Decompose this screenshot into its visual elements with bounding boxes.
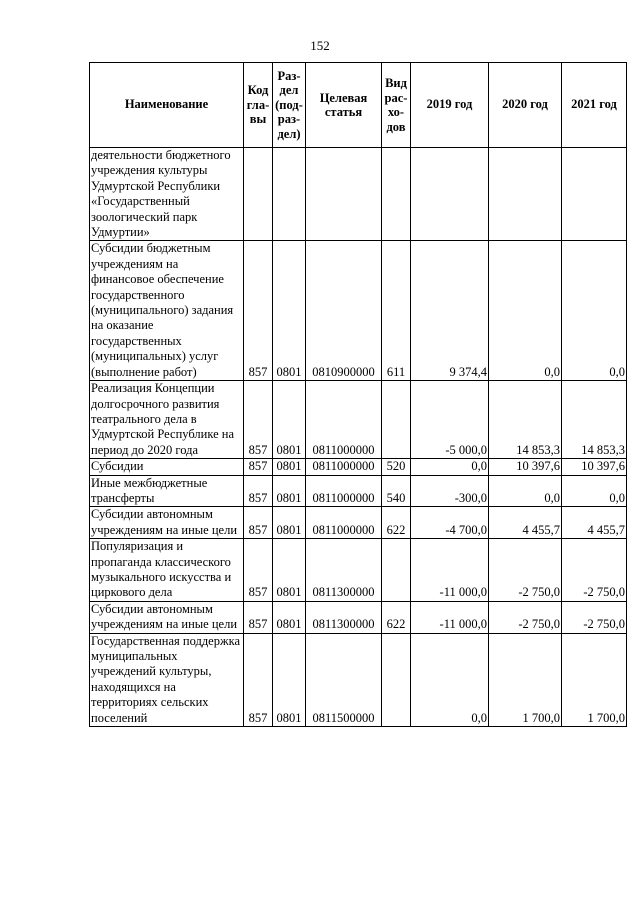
row-2019: -300,0 xyxy=(411,475,489,507)
row-name: Иные межбюджетные трансферты xyxy=(90,475,244,507)
row-target: 0811300000 xyxy=(306,539,382,602)
table-header-row xyxy=(90,63,627,148)
row-kind xyxy=(382,539,411,602)
row-2020: -2 750,0 xyxy=(489,539,562,602)
row-code: 857 xyxy=(244,241,273,381)
row-name: Субсидии автономным учреждениям на иные цели xyxy=(90,507,244,539)
row-name: Популяризация и пропаганда классического музыкального искусства и циркового дела xyxy=(90,539,244,602)
row-2019: 9 374,4 xyxy=(411,241,489,381)
row-section: 0801 xyxy=(273,381,306,459)
row-name: Субсидии xyxy=(90,459,244,475)
page-number: 152 xyxy=(310,38,330,53)
row-target xyxy=(306,148,382,241)
row-2021: -2 750,0 xyxy=(562,601,627,633)
row-name: Реализация Концепции долгосрочного развития театрального дела в Удмуртской Республике на период до 2020 года xyxy=(90,381,244,459)
row-section: 0801 xyxy=(273,633,306,726)
row-name: Субсидии бюджетным учреждениям на финансовое обеспечение государственного (муниципального) задания на оказание государственных (муниципальных) услуг (выполнение работ) xyxy=(90,241,244,381)
row-2020: 0,0 xyxy=(489,241,562,381)
row-section: 0801 xyxy=(273,539,306,602)
row-2021: 10 397,6 xyxy=(562,459,627,475)
row-2019: -5 000,0 xyxy=(411,381,489,459)
row-2019: 0,0 xyxy=(411,459,489,475)
row-2019 xyxy=(411,148,489,241)
row-kind: 540 xyxy=(382,475,411,507)
row-2019: -4 700,0 xyxy=(411,507,489,539)
row-code xyxy=(244,148,273,241)
row-2020: 4 455,7 xyxy=(489,507,562,539)
row-2019: -11 000,0 xyxy=(411,539,489,602)
table-row xyxy=(90,539,627,602)
row-code: 857 xyxy=(244,507,273,539)
row-2021: 4 455,7 xyxy=(562,507,627,539)
row-target: 0811500000 xyxy=(306,633,382,726)
row-code: 857 xyxy=(244,381,273,459)
table-row xyxy=(90,148,627,241)
row-2021: 0,0 xyxy=(562,475,627,507)
row-section: 0801 xyxy=(273,507,306,539)
row-kind: 611 xyxy=(382,241,411,381)
row-target: 0810900000 xyxy=(306,241,382,381)
row-2021: 1 700,0 xyxy=(562,633,627,726)
row-code: 857 xyxy=(244,459,273,475)
table-row xyxy=(90,381,627,459)
row-section: 0801 xyxy=(273,241,306,381)
row-section xyxy=(273,148,306,241)
header-name: Наименование xyxy=(90,63,244,148)
row-code: 857 xyxy=(244,539,273,602)
row-2021: 14 853,3 xyxy=(562,381,627,459)
table-row xyxy=(90,633,627,726)
header-2019: 2019 год xyxy=(411,63,489,148)
row-section: 0801 xyxy=(273,601,306,633)
row-2020: 10 397,6 xyxy=(489,459,562,475)
header-2020: 2020 год xyxy=(489,63,562,148)
row-target: 0811300000 xyxy=(306,601,382,633)
budget-table xyxy=(89,62,627,727)
row-target: 0811000000 xyxy=(306,381,382,459)
row-target: 0811000000 xyxy=(306,475,382,507)
table-row xyxy=(90,475,627,507)
row-2019: 0,0 xyxy=(411,633,489,726)
row-section: 0801 xyxy=(273,475,306,507)
table-row xyxy=(90,507,627,539)
header-2021: 2021 год xyxy=(562,63,627,148)
row-name: Государственная поддержка муниципальных учреждений культуры, находящихся на территориях сельских поселений xyxy=(90,633,244,726)
header-code: Код гла- вы xyxy=(244,63,273,148)
row-2021: 0,0 xyxy=(562,241,627,381)
row-target: 0811000000 xyxy=(306,459,382,475)
row-target: 0811000000 xyxy=(306,507,382,539)
header-kind: Вид рас- хо- дов xyxy=(382,63,411,148)
row-section: 0801 xyxy=(273,459,306,475)
row-kind xyxy=(382,381,411,459)
row-name: деятельности бюджетного учреждения культуры Удмуртской Республики «Государственный зоологический парк Удмуртии» xyxy=(90,148,244,241)
row-kind xyxy=(382,148,411,241)
table-row xyxy=(90,459,627,475)
row-2020: 1 700,0 xyxy=(489,633,562,726)
table-row xyxy=(90,241,627,381)
row-kind: 520 xyxy=(382,459,411,475)
header-target: Целевая статья xyxy=(306,63,382,148)
row-kind: 622 xyxy=(382,507,411,539)
row-name: Субсидии автономным учреждениям на иные цели xyxy=(90,601,244,633)
row-kind: 622 xyxy=(382,601,411,633)
row-code: 857 xyxy=(244,633,273,726)
row-code: 857 xyxy=(244,475,273,507)
table-row xyxy=(90,601,627,633)
row-code: 857 xyxy=(244,601,273,633)
header-section: Раз- дел (под- раз- дел) xyxy=(273,63,306,148)
row-kind xyxy=(382,633,411,726)
row-2020: -2 750,0 xyxy=(489,601,562,633)
row-2020: 0,0 xyxy=(489,475,562,507)
row-2020 xyxy=(489,148,562,241)
row-2021: -2 750,0 xyxy=(562,539,627,602)
row-2019: -11 000,0 xyxy=(411,601,489,633)
row-2020: 14 853,3 xyxy=(489,381,562,459)
row-2021 xyxy=(562,148,627,241)
